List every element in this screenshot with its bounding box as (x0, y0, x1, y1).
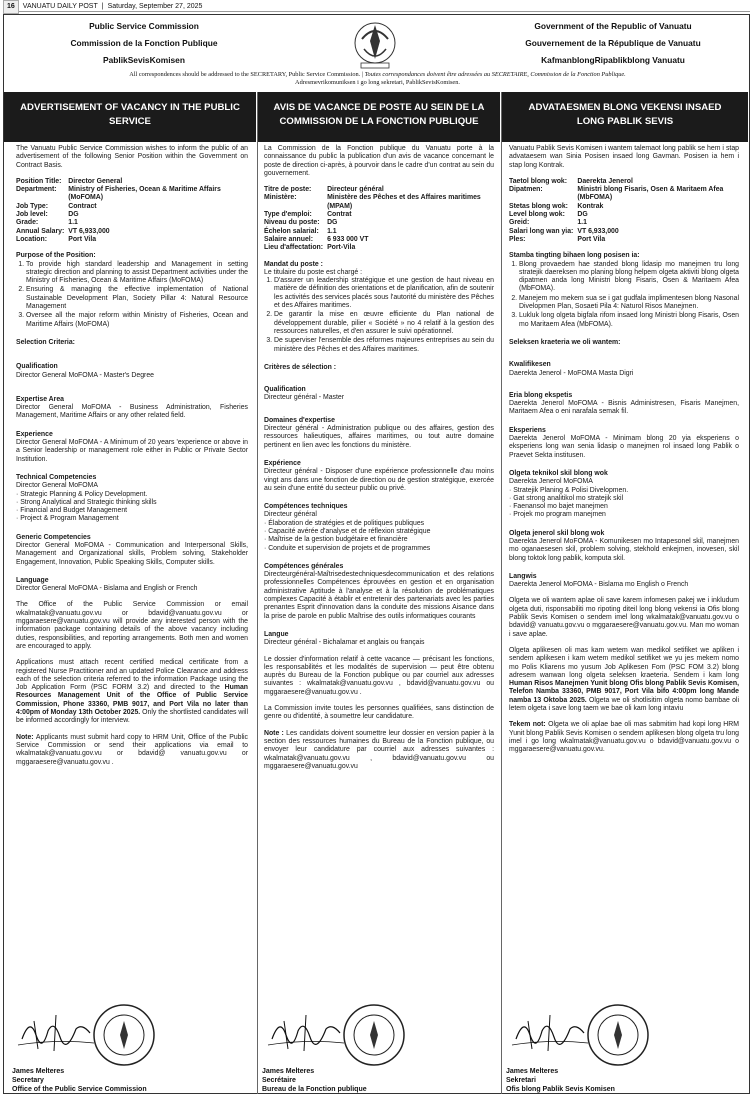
info-text: The Office of the Public Service Commission or email wkalmatak@vanuatu.gov.vu or bdavid@vanuatu.gov.vu or mggaraesere@vanuatu.gov.vu will provide any interested person with the information package containing details of the above vacancy including duties, responsibilities, and reporting arrangements. Both men and women are encouraged to apply. (16, 601, 248, 650)
detail-label: Niveau du poste: (264, 219, 320, 227)
commission-name-en: Public Service Commission (89, 21, 199, 31)
newspaper-header-bar: 16 VANUATU DAILY POST | Saturday, September 27, 2025 (3, 0, 750, 12)
info-text: Le dossier d'information relatif à cette vacance — précisant les fonctions, les responsabilités et les modalités de supervision — peut être obtenu auprès du Bureau de la Fonction publique ou par courriel aux adresses suivantes : wkalmatak@vanuatu.gov.vu , bdavid@vanuatu.gov.vu ou mggaraesere@vanuatu.gov.vu . (264, 655, 494, 696)
intro-text: The Vanuatu Public Service Commission wishes to inform the public of an advertisement of the following Senior Position within the Government on Contract Basis. (16, 145, 248, 169)
section-text: Director General MoFOMA - Master's Degree (16, 371, 155, 379)
application-text (16, 659, 248, 725)
signatory-office: Ofis blong Pablik Sevis Komisen (506, 1086, 615, 1093)
handwritten-signature-icon (266, 1009, 346, 1055)
section-text: Daerekta Jenerol MoFOMA (509, 478, 593, 486)
signatory-title: Secretary (12, 1077, 44, 1084)
column-title-en: ADVERTISEMENT OF VACANCY IN THE PUBLIC SERVICE (4, 92, 256, 142)
detail-value: Port Vila (577, 235, 606, 243)
correspondence-fr: Toutes correspondances doivent être adressées au SECRETAIRE, Commission de la Fonction Publique. (364, 71, 626, 78)
list-item: · Stratejik Planing & Polisi Divelopmen. (509, 486, 629, 494)
application-text (509, 647, 739, 713)
detail-value: DG (327, 219, 338, 227)
detail-value: 6 933 000 VT (327, 235, 369, 243)
section-heading: Domaines d'expertise (264, 416, 335, 424)
section-heading: Langwis (509, 572, 537, 580)
list-item: · Capacité avérée d'analyse et de réflexion stratégique (264, 527, 431, 535)
detail-value: 1.1 (577, 219, 587, 227)
section-heading: Qualification (264, 386, 306, 394)
section-heading: Selection Criteria: (16, 338, 75, 346)
section-text: Le titulaire du poste est chargé : (264, 268, 363, 276)
section-heading: Seleksen kraeteria we oli wantem: (509, 338, 621, 346)
note-body: Olgeta we oli aplae bae oli mas sabmitim had kopi long HRM Yunit blong Pablik Sevis Komisen o sendem aplikesen blong olgeta tru long imel i go long wkalmatak@vanuatu.gov.vu o bdavid@vanuatu.gov.vu o mggaraesere@vanuatu.gov.vu. (509, 721, 739, 754)
list-item: 1. Blong provaedem hae standed blong lidasip mo manejmen tru long stratejik daereksen mo planing blong helpem olgeta aktiviti blong olgeta dipatmen anda long Ministri blong Fisaris, Osen & Maritaem Afea (MbFOMA). (519, 261, 739, 294)
advertisement-frame (3, 14, 750, 1094)
section-text: Director General MoFOMA - Business Administration, Fisheries Management, Maritime Affairs or any other related field. (16, 404, 248, 420)
detail-value: Directeur général (327, 186, 384, 194)
detail-value: 1.1 (327, 227, 337, 235)
list-item: · Strategic Planning & Policy Development. (16, 490, 148, 498)
list-item: 2. De garantir la mise en œuvre efficiente du Plan national de développement durable, pilier « Société » no 4 relatif à la gestion des ressources naturelles, et d'en assurer le suivi opérationnel. (274, 311, 494, 336)
section-heading: Technical Competencies (16, 473, 97, 481)
government-name-block (483, 18, 743, 69)
vanuatu-coat-of-arms-icon (350, 19, 400, 71)
detail-label: Lieu d'affectation: (264, 244, 324, 252)
detail-label: Type d'emploi: (264, 211, 312, 219)
page-number: 16 (3, 0, 19, 14)
section-text: Director General MoFOMA - Bislama and English or French (16, 585, 198, 593)
detail-label: Greid: (509, 219, 530, 227)
note-text (509, 721, 739, 754)
column-title-fr: AVIS DE VACANCE DE POSTE AU SEIN DE LA COMMISSION DE LA FONCTION PUBLIQUE (258, 92, 500, 142)
detail-value: VT 6,933,000 (577, 227, 619, 235)
column-english (16, 145, 248, 775)
section-text: Daerekta Jenerol MoFOMA - Minimam blong 20 yia eksperiens o eksperiens long wan senia lidasip o manejmen rol insaed long Pablik o Praevet Sekta institusen. (509, 435, 739, 459)
detail-label: Ministère: (264, 194, 297, 202)
detail-label: Job Type: (16, 202, 49, 210)
application-text-part: Only the shortlisted candidates will be informed accordingly for interview. (16, 709, 248, 725)
detail-label: Dipatmen: (509, 186, 543, 194)
section-heading: Expertise Area (16, 395, 65, 403)
list-item: · Élaboration de stratégies et de politiques publiques (264, 519, 425, 527)
section-heading: Eria blong ekspetis (509, 391, 573, 399)
application-text-part: Olgeta aplikesen oli mas kam wetem wan medikol setifiket we apliken i sendem aplikesen i kam wetem medikol setifiket we yu jes mekem nomo mo Polis Kliarens mo yusum Job Aplikesen Fom (PSC FOM 3.2) blong adresem wanwan long olgeta seleksen kraeteria. Sendem i kam long (509, 646, 739, 679)
application-address: Human Risos Manejmen Yunit blong Ofis blong Pablik Sevis Komisen, Telefon Namba 33360, PMB 9017, Port Vila bifo 4:00pm long Mande namba 13 Oktoba 2025. (509, 680, 739, 704)
position-details (16, 178, 248, 244)
list-item: 2. Ensuring & managing the effective implementation of National Sustainable Development Plan, Society Pillar 4: Natural Resource Management (26, 286, 248, 311)
section-heading: Experience (16, 430, 53, 438)
signatory-office: Bureau de la Fonction publique (262, 1086, 367, 1093)
note-label: Tekem not: (509, 721, 546, 729)
detail-value: Port-Vila (327, 244, 356, 252)
list-item: · Project & Program Management (16, 515, 119, 523)
list-item: · Maîtrise de la gestion budgétaire et financière (264, 536, 408, 544)
info-text: Olgeta we oli wantem aplae oli save karem infomesen pakej we i inkludum olgeta duti, risponsabiliti mo ripoting diteil long blong vekensi ia Ofis blong Pablik Sevis Komisen o sendem imel long wkalmatak@vanuatu.gov.vu o bdavid@ vanuatu.gov.vu o mggaraesere@vanuatu.gov.vu. Man mo woman i save aplae. (509, 597, 739, 638)
section-heading: Compétences techniques (264, 503, 348, 511)
commission-name-block (14, 18, 274, 69)
section-heading: Expérience (264, 459, 301, 467)
column-french (264, 145, 494, 779)
list-item: 3. De superviser l'ensemble des réformes majeures entreprises au sein du ministère des Pêches et des Affaires maritimes. (274, 337, 494, 354)
detail-label: Position Title: (16, 177, 62, 185)
signatory (506, 1067, 615, 1094)
section-heading: Mandat du poste : (264, 260, 323, 268)
section-heading: Qualification (16, 363, 58, 371)
handwritten-signature-icon (16, 1009, 96, 1055)
list-item: · Conduite et supervision de projets et de programmes (264, 544, 431, 552)
correspondence-note: All correspondences should be addressed to the SECRETARY, Public Service Commission. | Toutes correspondances doivent être adressées au SECRETAIRE, Commission de la Fonction Publique. Adresmevrikomuniksen i go long sekretari, PablikSevisKomisen. (129, 71, 626, 86)
newspaper-name: VANUATU DAILY POST (22, 3, 98, 10)
issue-date: Saturday, September 27, 2025 (107, 3, 203, 10)
note-text (16, 734, 248, 767)
section-heading: Olgeta jenerol skil blong wok (509, 529, 605, 537)
section-heading: Critères de sélection : (264, 363, 336, 371)
list-item: · Projek mo program manejmen (509, 511, 606, 519)
detail-label: Taetol blong wok: (509, 177, 568, 185)
application-address: Human Resources Management Unit of the Office of Public Service Commission, Phone 33360, PMB 9017, and Port Vila no later than 4:00pm of Monday 13th October 2025. (16, 684, 249, 717)
section-heading: Generic Competencies (16, 533, 91, 541)
list-item: 1. To provide high standard leadership and Management in setting strategic direction and planning to assist Department activities under the Ministry of Fisheries, Ocean & Maritime Affairs (MoFOMA) (26, 261, 248, 286)
detail-value: 1.1 (68, 219, 78, 227)
detail-label: Job level: (16, 211, 48, 219)
section-text: Directeur général - Administration publique ou des affaires, gestion des ressources halieutiques, affaires maritimes, ou tout autre domaine pertinent en lien avec les fonctions du ministère. (264, 425, 494, 449)
column-divider (257, 92, 258, 1094)
detail-label: Location: (16, 235, 48, 243)
section-text: Directeur général (264, 511, 317, 519)
list-item: 1. D'assurer un leadership stratégique et une gestion de haut niveau en matière de définition des orientations et de planification, afin de soutenir les activités des services placés sous l'autorité du ministère des Pêches et des Affaires maritimes. (274, 277, 494, 310)
list-item: · Financial and Budget Management (16, 507, 128, 515)
signatory-name: James Melteres (262, 1068, 315, 1075)
section-text: Directeur général - Bichalamar et anglais ou français (264, 639, 425, 647)
detail-label: Ples: (509, 235, 526, 243)
detail-label: Grade: (16, 219, 39, 227)
commission-name-bi: PablikSevisKomisen (103, 55, 185, 65)
section-text: Director General MoFOMA - Communication and Interpersonal Skills, Management and Organizational skills, Problem solving, Stakeholder Engagement, Innovation, Public Speaking Skills, Computer skills. (16, 541, 248, 566)
detail-value: Ministri blong Fisaris, Osen & Maritaem Afea (MbFOMA) (577, 186, 724, 202)
section-heading: Purpose of the Position: (16, 252, 96, 260)
detail-value: Contract (68, 202, 97, 210)
section-text: Director General MoFOMA (16, 482, 98, 490)
section-text: Daerekta Jenerol MoFOMA - Bislama mo English o French (509, 581, 689, 589)
detail-label: Level blong wok: (509, 211, 565, 219)
detail-label: Titre de poste: (264, 186, 312, 194)
detail-value: DG (577, 211, 588, 219)
correspondence-bi: Adresmevrikomuniksen i go long sekretari, PablikSevisKomisen. (295, 79, 460, 86)
intro-text: La Commission de la Fonction publique du Vanuatu porte à la connaissance du public la publication d'un avis de vacance concernant le poste de direction ci-après, à pourvoir dans le cadre d'un contrat au sein du gouvernement. (264, 145, 494, 177)
section-heading: Langue (264, 630, 289, 638)
signatory-title: Secrétaire (262, 1077, 296, 1084)
position-details (509, 178, 739, 244)
government-name-fr: Gouvernement de la République de Vanuatu (525, 38, 701, 48)
note-label: Note : (264, 729, 284, 737)
detail-label: Annual Salary: (16, 227, 65, 235)
detail-label: Salari long wan yia: (509, 227, 574, 235)
handwritten-signature-icon (510, 1009, 590, 1055)
signature-block-en (8, 1003, 248, 1095)
section-heading: Eksperiens (509, 426, 546, 434)
invite-text: La Commission invite toutes les personnes qualifiées, sans distinction de genre ou d'identité, à soumettre leur candidature. (264, 705, 494, 721)
correspondence-en: All correspondences should be addressed to the SECRETARY, Public Service Commission. (129, 71, 361, 78)
section-heading: Compétences générales (264, 562, 344, 570)
detail-label: Salaire annuel: (264, 235, 314, 243)
position-details (264, 186, 494, 252)
government-name-en: Government of the Republic of Vanuatu (534, 21, 692, 31)
note-body: Les candidats doivent soumettre leur dossier en version papier à la section des ressources humaines du Bureau de la Fonction publique, ou envoyer leur candidature par courriel aux adresses suivantes : wkalmatak@vanuatu.gov.vu , bdavid@vanuatu.gov.vu ou mggaraesere@vanuatu.gov.vu (264, 729, 494, 770)
intro-text: Vanuatu Pablik Sevis Komisen i wantem talemaot long pablik se hem i stap advataesem wan Sinia Posisen insaed long Gavman. Posisen ia hem i stap long Kontrak. (509, 145, 739, 169)
note-label: Note: (16, 733, 34, 741)
official-seal-icon (92, 1003, 156, 1067)
signatory-office: Office of the Public Service Commission (12, 1086, 147, 1093)
list-item: · Strong Analytical and Strategic thinking skills (16, 498, 157, 506)
note-body: Applicants must submit hard copy to HRM Unit, Office of the Public Service Commission or send their applications via email to wkalmatak@vanuatu.gov.vu or bdavid@ vanuatu.gov.vu or mggaraesere@vanuatu.gov.vu . (16, 733, 248, 766)
application-text-part: Olgeta we oli shotlisitim olgeta nomo bambae oli letem olgeta i save long taem we bae oli kam long intaviu (509, 696, 739, 713)
list-item: 2. Manejem mo mekem sua se i gat gudfala implimentesen blong Nasonal Divelopmen Plan, Sosaeti Pila 4: Naturol Risos Manejmen. (519, 295, 739, 312)
signatory-name: James Melteres (12, 1068, 65, 1075)
detail-value: VT 6,933,000 (68, 227, 110, 235)
list-item: · Gat strong analitikol mo stratejik skil (509, 494, 624, 502)
column-bislama (509, 145, 739, 763)
column-divider (501, 92, 502, 1094)
detail-label: Échelon salarial: (264, 227, 319, 235)
section-text: Director General MoFOMA - A Minimum of 20 years 'experience or above in a Senior leadership or management role either in Public or Private Sector Institution. (16, 439, 248, 463)
signatory (12, 1067, 147, 1094)
section-heading: Stamba tingting bihaen long posisen ia: (509, 252, 640, 260)
detail-value: DG (68, 211, 79, 219)
section-text: Daerekta Jenerol MoFOMA - Komunikesen mo Intapesonel skil, manejmen mo oganaesesen skil, problem solving, stekhold enkejmen, inovesen, skil blong toktok long pablik, komputa skil. (509, 537, 739, 562)
signature-block-fr (258, 1003, 498, 1095)
signatory-title: Sekretari (506, 1077, 536, 1084)
detail-value: Contrat (327, 211, 352, 219)
list-item: 3. Oversee all the major reform within Ministry of Fisheries, Ocean and Maritime Affairs (MoFOMA) (26, 312, 248, 329)
detail-value: Director General (68, 177, 123, 185)
section-heading: Olgeta teknikol skil blong wok (509, 469, 608, 477)
column-title-bi: ADVATAESMEN BLONG VEKENSI INSAED LONG PABLIK SEVIS (502, 92, 748, 142)
commission-name-fr: Commission de la Fonction Publique (70, 38, 218, 48)
detail-label: Stetas blong wok: (509, 202, 568, 210)
detail-value: Ministère des Pêches et des Affaires maritimes (MPAM) (327, 194, 481, 210)
signature-block-bi (502, 1003, 742, 1095)
official-seal-icon (342, 1003, 406, 1067)
section-heading: Kwalifikesen (509, 361, 551, 369)
list-item: · Faenansol mo bajet manejmen (509, 503, 608, 511)
section-text: Directeurgénéral-Maîtrisedestechniquesdecommunication et des relations professionnelles Compétences éprouvées en gestion et en organisation administrative Aptitude à l'analyse et à la résolution de problématiques complexes Capacité à établir et entretenir des partenariats avec les parties prenantes Esprit d'innovation dans la conduite des missions Aisance dans la prise de parole en public Maîtrise des outils informatiques courants (264, 571, 494, 620)
government-name-bi: KafmanblongRipablikblong Vanuatu (541, 55, 685, 65)
detail-value: Kontrak (577, 202, 604, 210)
detail-value: Ministry of Fisheries, Ocean & Maritime Affairs (MoFOMA) (68, 186, 221, 202)
detail-value: Daerekta Jenerol (577, 177, 633, 185)
signatory (262, 1067, 367, 1094)
section-text: Daerekta Jenerol MoFOMA - Bisnis Administresen, Fisaris Manejmen, Maritaem Afea o eni narafala semak fil. (509, 400, 739, 416)
official-seal-icon (586, 1003, 650, 1067)
signatory-name: James Melteres (506, 1068, 559, 1075)
section-text: Directeur général - Disposer d'une expérience professionnelle d'au moins vingt ans dans une fonction de direction ou de gestion stratégique, exercée au sein d'une entité du secteur public ou privé. (264, 468, 494, 492)
note-text (264, 730, 494, 771)
application-text-part: Applications must attach recent certified medical certificate from a registered Nurse Practitioner and an updated Police Clearance and address each of the selection criteria referred to the information Package using the Job Application Form (PSC FORM 3.2) and directed to the (16, 659, 248, 692)
list-item: 3. Lukluk long olgeta bigfala rifom insaed long Ministri blong Fisaris, Osen mo Maritaem Afea (MbFOMA). (519, 312, 739, 329)
section-text: Directeur général - Master (264, 394, 345, 402)
detail-label: Department: (16, 186, 57, 194)
detail-value: Port Vila (68, 235, 97, 243)
section-text: Daerekta Jenerol - MoFOMA Masta Digri (509, 369, 634, 377)
section-heading: Language (16, 576, 49, 584)
